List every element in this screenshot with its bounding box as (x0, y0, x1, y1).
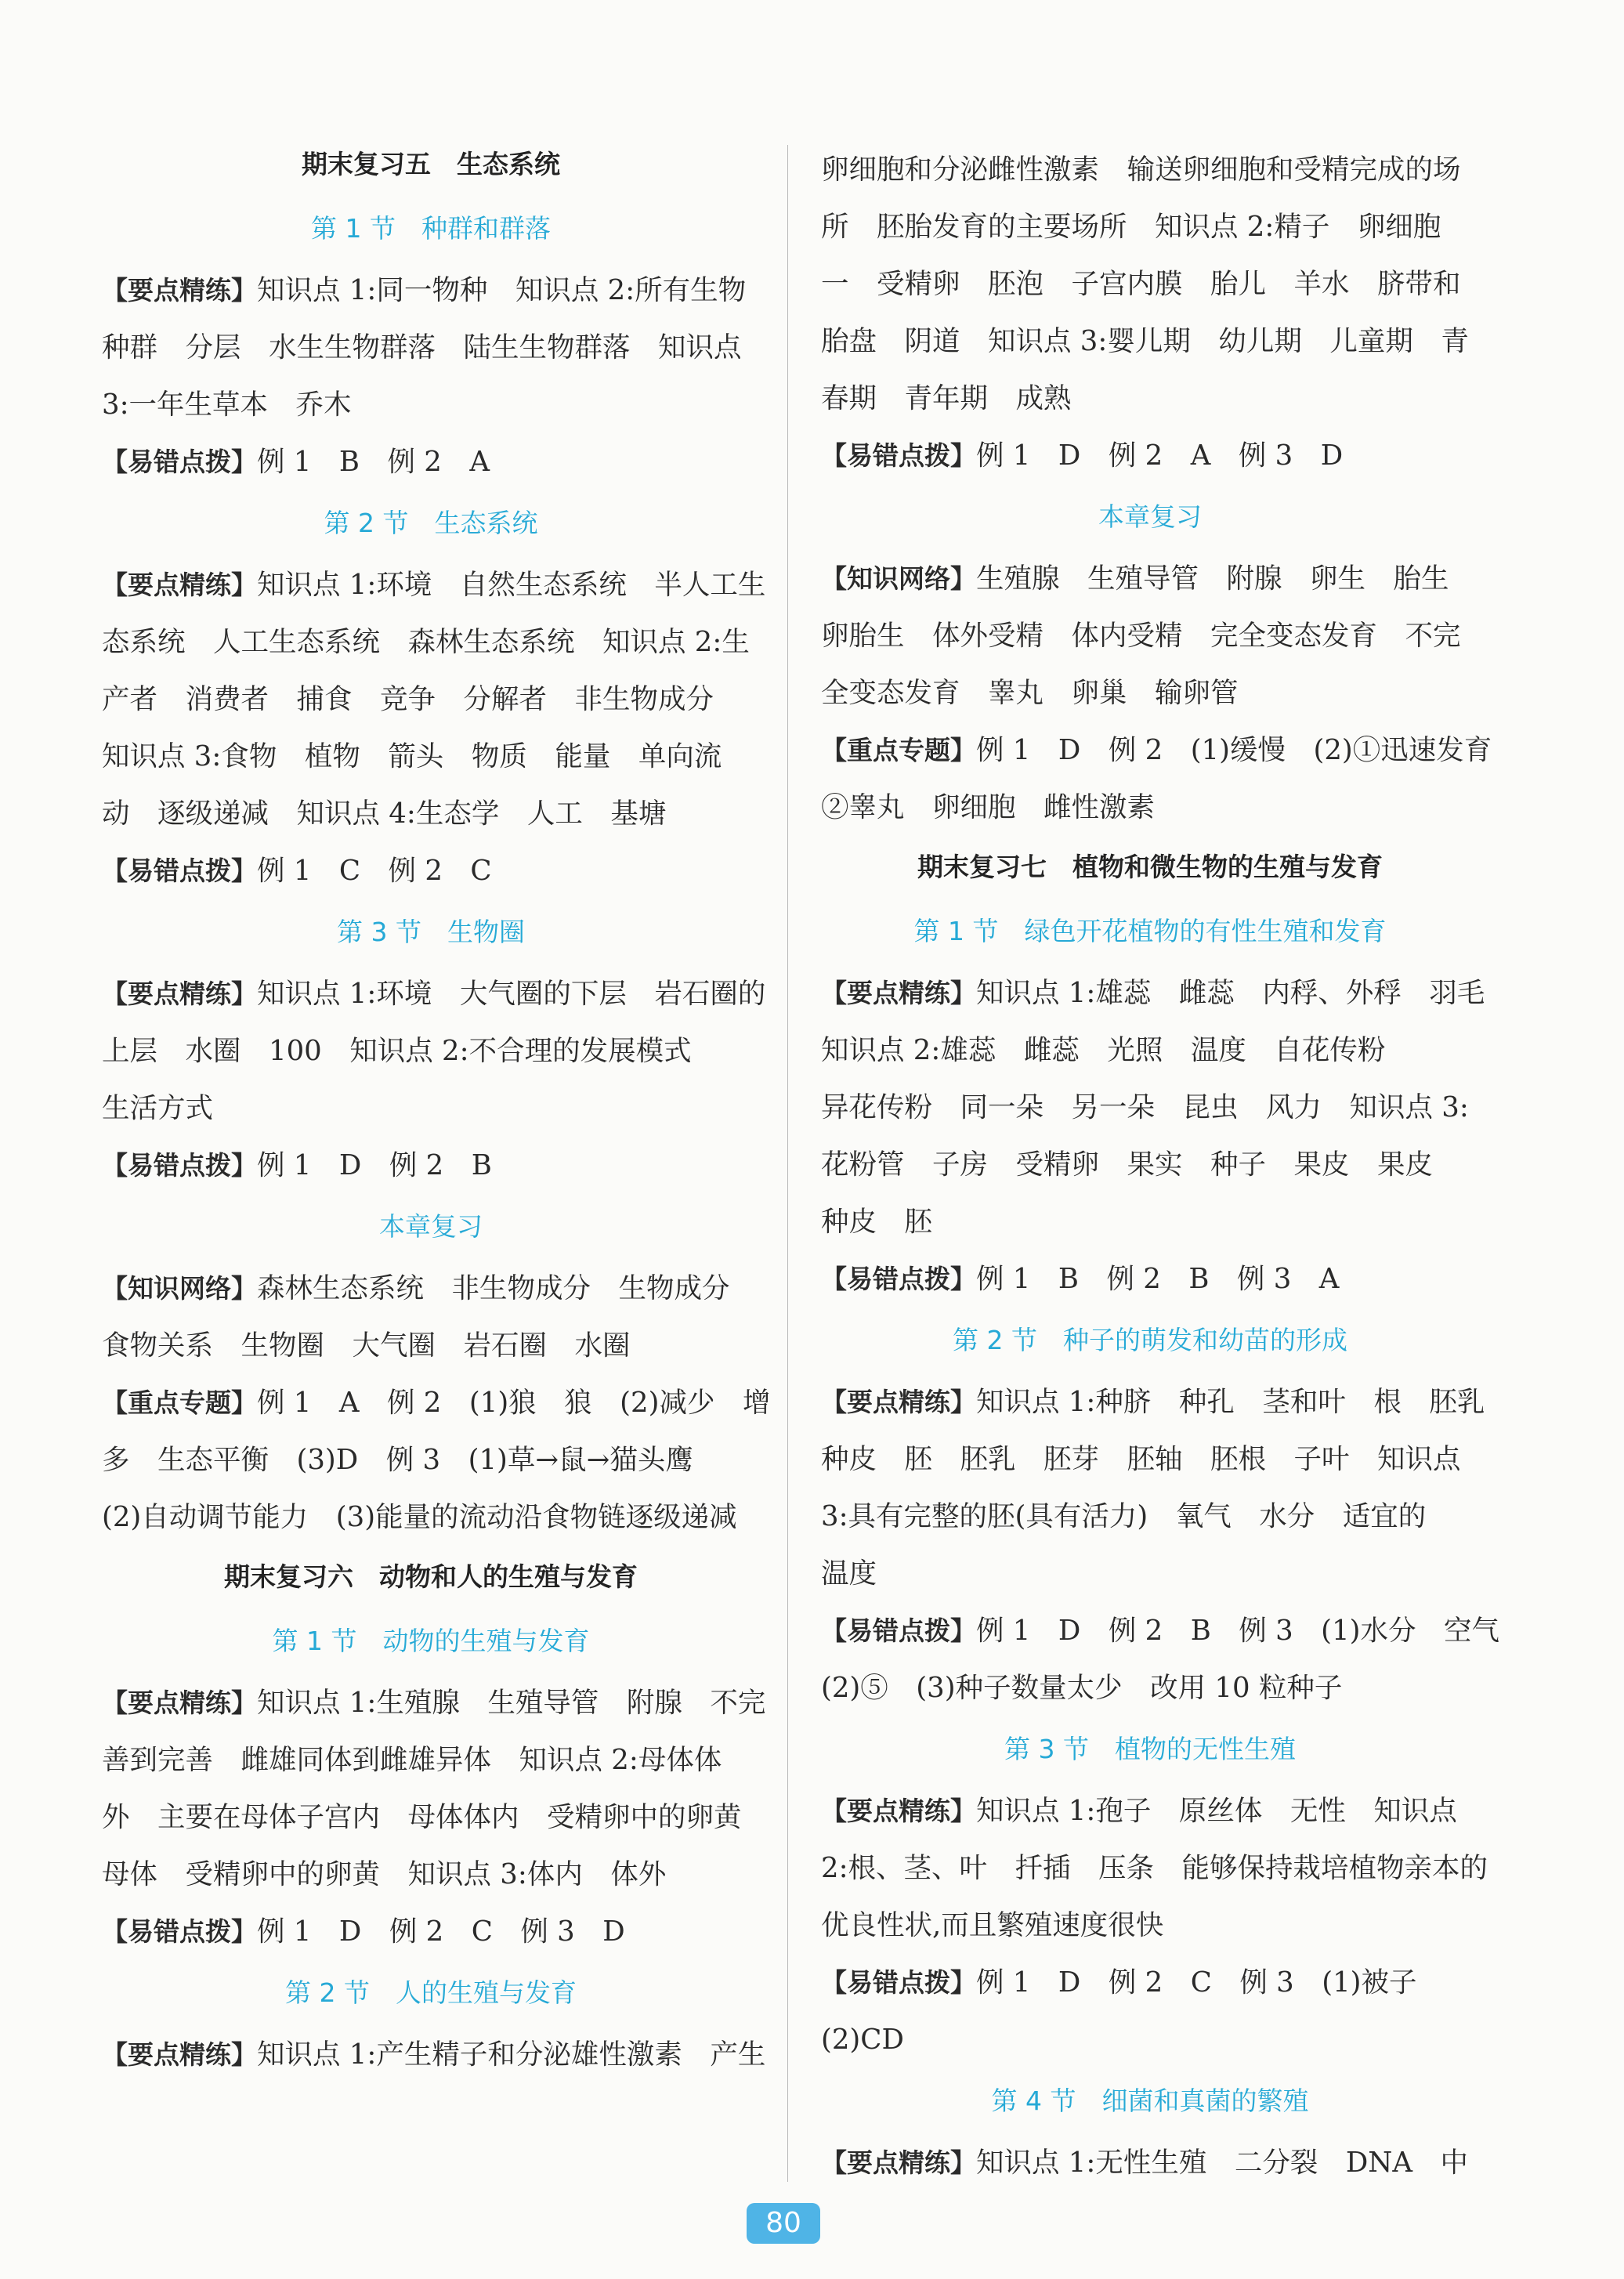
answer-line (102, 1260, 760, 1317)
answer-line: (2)⑤ (3)种子数量太少 改用 10 粒种子 (821, 1672, 1343, 1704)
answer-text: 生殖腺 生殖导管 附腺 卵生 胎生 (976, 563, 1449, 595)
answer-line: 善到完善 雌雄同体到雌雄异体 知识点 2:母体体 (102, 1744, 722, 1776)
answer-line (102, 556, 766, 613)
left-column (102, 133, 771, 2083)
answer-line (821, 427, 1479, 484)
answer-line: 母体 受精卵中的卵黄 知识点 3:体内 体外 (102, 1858, 667, 1890)
answer-line: 2:根、茎、叶 扦插 压条 能够保持栽培植物亲本的 (821, 1852, 1488, 1884)
answer-line: 知识点 3:食物 植物 箭头 物质 能量 单向流 (102, 740, 722, 772)
answer-text: 森林生态系统 非生物成分 生物成分 (257, 1272, 730, 1304)
answer-text: 例 1 C 例 2 C (257, 855, 492, 887)
answer-text: 知识点 1:孢子 原丝体 无性 知识点 (976, 1795, 1457, 1827)
label-tag: 【要点精练】 (821, 978, 976, 1008)
answer-line (821, 1250, 1479, 1308)
answer-line: (2)CD (821, 2024, 904, 2056)
section-heading: 第 2 节 种子的萌发和幼苗的形成 (953, 1325, 1347, 1355)
chapter-heading: 期末复习五 生态系统 (302, 149, 560, 179)
answer-line: 多 生态平衡 (3)D 例 3 (1)草→鼠→猫头鹰 (102, 1444, 693, 1476)
answer-line: 优良性状,而且繁殖速度很快 (821, 1909, 1164, 1941)
answer-text: 知识点 1:环境 自然生态系统 半人工生 (257, 569, 766, 601)
answer-line (102, 1374, 771, 1431)
answer-line (102, 433, 760, 490)
label-tag: 【要点精练】 (102, 570, 257, 600)
label-tag: 【知识网络】 (102, 1273, 257, 1304)
column-divider (787, 145, 788, 2182)
answer-line: 态系统 人工生态系统 森林生态系统 知识点 2:生 (102, 626, 750, 658)
section-heading: 第 4 节 细菌和真菌的繁殖 (991, 2085, 1309, 2116)
section-heading: 第 3 节 生物圈 (337, 917, 525, 947)
answer-line (821, 1602, 1499, 1659)
answer-line (102, 1137, 760, 1194)
label-tag: 【要点精练】 (821, 1796, 976, 1826)
answer-line (821, 1782, 1479, 1839)
answer-text: 例 1 D 例 2 (1)缓慢 (2)①迅速发育 (976, 734, 1492, 766)
section-heading: 第 1 节 种群和群落 (311, 213, 551, 244)
answer-line: 种群 分层 水生生物群落 陆生生物群落 知识点 (102, 331, 742, 364)
label-tag: 【要点精练】 (102, 979, 257, 1009)
answer-line (102, 1674, 766, 1731)
section-heading: 第 1 节 动物的生殖与发育 (272, 1626, 590, 1656)
answer-line: 食物关系 生物圈 大气圈 岩石圈 水圈 (102, 1329, 631, 1362)
answer-text: 例 1 D 例 2 C 例 3 (1)被子 (976, 1966, 1417, 1999)
label-tag: 【易错点拨】 (821, 1615, 976, 1646)
answer-line: 春期 青年期 成熟 (821, 382, 1072, 414)
answer-line (102, 1903, 760, 1960)
section-heading: 第 2 节 生态系统 (324, 508, 538, 538)
answer-line: 生活方式 (102, 1092, 214, 1124)
answer-line: 上层 水圈 100 知识点 2:不合理的发展模式 (102, 1035, 692, 1067)
label-tag: 【要点精练】 (102, 1688, 257, 1718)
answer-text: 例 1 D 例 2 A 例 3 D (976, 440, 1344, 472)
answer-line (102, 2026, 766, 2083)
answer-line (102, 842, 760, 899)
label-tag: 【易错点拨】 (821, 440, 976, 471)
answer-text: 知识点 1:生殖腺 生殖导管 附腺 不完 (257, 1687, 766, 1719)
label-tag: 【要点精练】 (102, 2039, 257, 2070)
label-tag: 【易错点拨】 (102, 447, 257, 477)
answer-line (821, 2134, 1479, 2191)
answer-line: 花粉管 子房 受精卵 果实 种子 果皮 果皮 (821, 1149, 1434, 1181)
answer-line: 胎盘 阴道 知识点 3:婴儿期 幼儿期 儿童期 青 (821, 325, 1469, 357)
answer-line (821, 964, 1485, 1022)
label-tag: 【要点精练】 (102, 275, 257, 306)
answer-text: 例 1 D 例 2 C 例 3 D (257, 1915, 625, 1948)
answer-line (102, 262, 760, 319)
answer-line: 全变态发育 睾丸 卵巢 输卵管 (821, 677, 1239, 709)
page-number-badge: 80 (747, 2203, 820, 2244)
answer-text: 知识点 1:无性生殖 二分裂 DNA 中 (976, 2147, 1468, 2179)
label-tag: 【易错点拨】 (821, 1264, 976, 1294)
answer-line: 卵细胞和分泌雌性激素 输送卵细胞和受精完成的场 (821, 154, 1461, 186)
answer-line: 3:一年生草本 乔木 (102, 389, 352, 421)
answer-text: 例 1 A 例 2 (1)狼 狼 (2)减少 增 (257, 1387, 771, 1419)
right-column (821, 141, 1499, 2191)
section-heading: 本章复习 (1098, 501, 1202, 532)
answer-line: 一 受精卵 胚泡 子宫内膜 胎儿 羊水 脐带和 (821, 268, 1461, 300)
label-tag: 【要点精练】 (821, 1387, 976, 1417)
label-tag: 【易错点拨】 (821, 1967, 976, 1998)
answer-text: 例 1 B 例 2 A (257, 446, 490, 478)
label-tag: 【易错点拨】 (102, 1150, 257, 1181)
label-tag: 【知识网络】 (821, 563, 976, 594)
answer-line: (2)自动调节能力 (3)能量的流动沿食物链逐级递减 (102, 1501, 737, 1533)
answer-line: 动 逐级递减 知识点 4:生态学 人工 基塘 (102, 798, 667, 830)
answer-line (102, 965, 766, 1022)
label-tag: 【易错点拨】 (102, 856, 257, 886)
answer-line: ②睾丸 卵细胞 雌性激素 (821, 791, 1156, 823)
answer-line (821, 1954, 1479, 2011)
answer-line: 所 胚胎发育的主要场所 知识点 2:精子 卵细胞 (821, 211, 1441, 243)
answer-line: 卵胎生 体外受精 体内受精 完全变态发育 不完 (821, 620, 1461, 652)
answer-line (821, 722, 1492, 779)
chapter-heading: 期末复习六 动物和人的生殖与发育 (224, 1561, 638, 1592)
answer-line (821, 550, 1479, 607)
section-heading: 第 2 节 人的生殖与发育 (285, 1977, 577, 2008)
section-heading: 第 1 节 绿色开花植物的有性生殖和发育 (913, 916, 1387, 946)
section-heading: 第 3 节 植物的无性生殖 (1004, 1734, 1296, 1764)
answer-text: 知识点 1:同一物种 知识点 2:所有生物 (257, 274, 747, 306)
answer-text: 例 1 D 例 2 B (257, 1149, 492, 1181)
answer-text: 知识点 1:产生精子和分泌雄性激素 产生 (257, 2038, 766, 2071)
answer-line: 外 主要在母体子宫内 母体体内 受精卵中的卵黄 (102, 1801, 742, 1833)
label-tag: 【易错点拨】 (102, 1916, 257, 1947)
answer-text: 知识点 1:雄蕊 雌蕊 内稃、外稃 羽毛 (976, 977, 1485, 1009)
answer-line: 种皮 胚 胚乳 胚芽 胚轴 胚根 子叶 知识点 (821, 1443, 1461, 1475)
label-tag: 【要点精练】 (821, 2147, 976, 2178)
label-tag: 【重点专题】 (821, 735, 976, 765)
label-tag: 【重点专题】 (102, 1387, 257, 1418)
chapter-heading: 期末复习七 植物和微生物的生殖与发育 (917, 852, 1383, 882)
answer-text: 例 1 B 例 2 B 例 3 A (976, 1263, 1340, 1295)
answer-line: 种皮 胚 (821, 1206, 933, 1238)
answer-line: 3:具有完整的胚(具有活力) 氧气 水分 适宜的 (821, 1500, 1427, 1532)
answer-line: 异花传粉 同一朵 另一朵 昆虫 风力 知识点 3: (821, 1091, 1469, 1123)
answer-text: 例 1 D 例 2 B 例 3 (1)水分 空气 (976, 1615, 1499, 1647)
answer-text: 知识点 1:种脐 种孔 茎和叶 根 胚乳 (976, 1386, 1485, 1418)
answer-line (821, 1373, 1485, 1431)
answer-line: 温度 (821, 1557, 877, 1590)
answer-text: 知识点 1:环境 大气圈的下层 岩石圈的 (257, 978, 766, 1010)
answer-line: 产者 消费者 捕食 竞争 分解者 非生物成分 (102, 683, 714, 715)
answer-line: 知识点 2:雄蕊 雌蕊 光照 温度 自花传粉 (821, 1034, 1386, 1066)
section-heading: 本章复习 (379, 1211, 483, 1242)
